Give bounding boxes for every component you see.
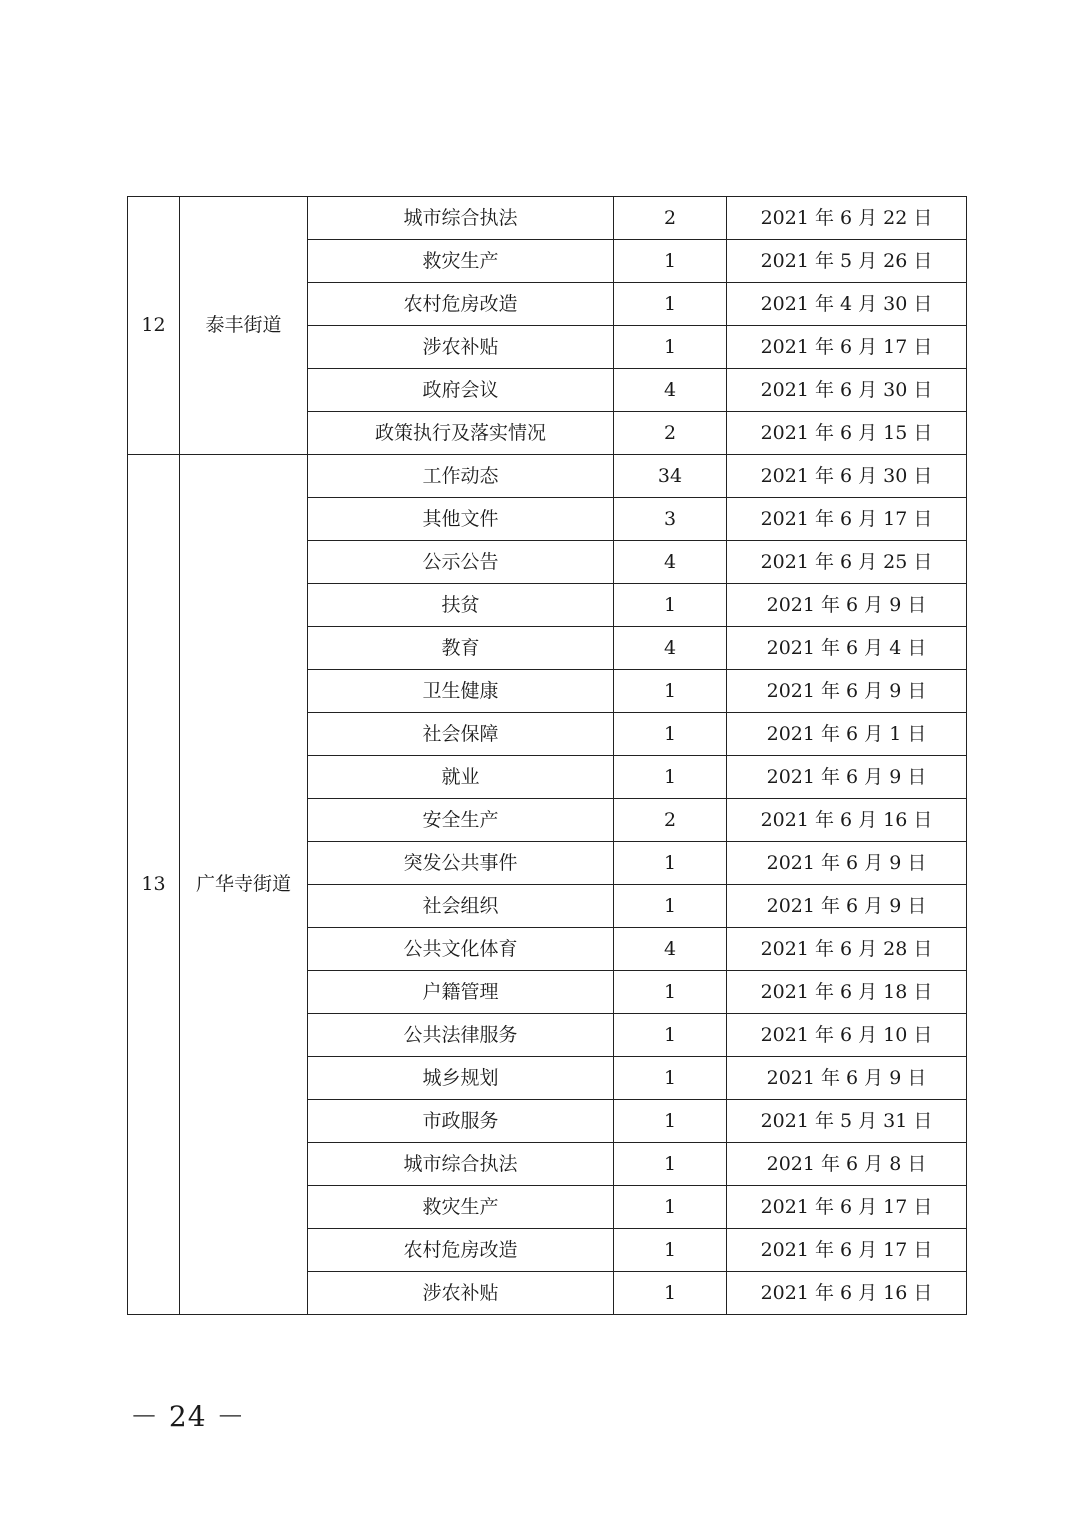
date-cell: 2021 年 6 月 9 日 xyxy=(727,885,967,928)
category-cell: 农村危房改造 xyxy=(308,283,614,326)
count-cell: 1 xyxy=(614,1143,727,1186)
date-cell: 2021 年 6 月 9 日 xyxy=(727,842,967,885)
date-cell: 2021 年 6 月 17 日 xyxy=(727,1229,967,1272)
date-cell: 2021 年 6 月 1 日 xyxy=(727,713,967,756)
date-cell: 2021 年 6 月 30 日 xyxy=(727,369,967,412)
count-cell: 4 xyxy=(614,369,727,412)
count-cell: 1 xyxy=(614,713,727,756)
street-name-cell: 广华寺街道 xyxy=(180,455,308,1315)
date-cell: 2021 年 6 月 9 日 xyxy=(727,756,967,799)
table-row xyxy=(128,197,967,240)
category-cell: 涉农补贴 xyxy=(308,326,614,369)
count-cell: 1 xyxy=(614,1057,727,1100)
disclosure-table xyxy=(127,196,967,1315)
table-row xyxy=(128,455,967,498)
count-cell: 4 xyxy=(614,928,727,971)
category-cell: 卫生健康 xyxy=(308,670,614,713)
count-cell: 1 xyxy=(614,670,727,713)
date-cell: 2021 年 6 月 17 日 xyxy=(727,1186,967,1229)
count-cell: 3 xyxy=(614,498,727,541)
category-cell: 社会组织 xyxy=(308,885,614,928)
date-cell: 2021 年 6 月 16 日 xyxy=(727,1272,967,1315)
count-cell: 1 xyxy=(614,326,727,369)
category-cell: 社会保障 xyxy=(308,713,614,756)
count-cell: 34 xyxy=(614,455,727,498)
count-cell: 1 xyxy=(614,971,727,1014)
category-cell: 突发公共事件 xyxy=(308,842,614,885)
category-cell: 城乡规划 xyxy=(308,1057,614,1100)
date-cell: 2021 年 6 月 9 日 xyxy=(727,1057,967,1100)
category-cell: 安全生产 xyxy=(308,799,614,842)
date-cell: 2021 年 6 月 9 日 xyxy=(727,584,967,627)
date-cell: 2021 年 4 月 30 日 xyxy=(727,283,967,326)
category-cell: 城市综合执法 xyxy=(308,197,614,240)
category-cell: 其他文件 xyxy=(308,498,614,541)
date-cell: 2021 年 6 月 25 日 xyxy=(727,541,967,584)
category-cell: 救灾生产 xyxy=(308,1186,614,1229)
count-cell: 1 xyxy=(614,1229,727,1272)
date-cell: 2021 年 5 月 26 日 xyxy=(727,240,967,283)
date-cell: 2021 年 6 月 22 日 xyxy=(727,197,967,240)
date-cell: 2021 年 6 月 28 日 xyxy=(727,928,967,971)
category-cell: 扶贫 xyxy=(308,584,614,627)
count-cell: 1 xyxy=(614,842,727,885)
count-cell: 1 xyxy=(614,584,727,627)
category-cell: 城市综合执法 xyxy=(308,1143,614,1186)
category-cell: 涉农补贴 xyxy=(308,1272,614,1315)
date-cell: 2021 年 6 月 17 日 xyxy=(727,326,967,369)
category-cell: 政府会议 xyxy=(308,369,614,412)
count-cell: 1 xyxy=(614,1100,727,1143)
date-cell: 2021 年 6 月 4 日 xyxy=(727,627,967,670)
date-cell: 2021 年 6 月 9 日 xyxy=(727,670,967,713)
category-cell: 政策执行及落实情况 xyxy=(308,412,614,455)
count-cell: 1 xyxy=(614,240,727,283)
page-number: － 24 － xyxy=(130,1400,246,1433)
date-cell: 2021 年 6 月 16 日 xyxy=(727,799,967,842)
date-cell: 2021 年 6 月 8 日 xyxy=(727,1143,967,1186)
category-cell: 农村危房改造 xyxy=(308,1229,614,1272)
count-cell: 4 xyxy=(614,627,727,670)
count-cell: 1 xyxy=(614,885,727,928)
date-cell: 2021 年 6 月 10 日 xyxy=(727,1014,967,1057)
category-cell: 公示公告 xyxy=(308,541,614,584)
category-cell: 公共法律服务 xyxy=(308,1014,614,1057)
date-cell: 2021 年 6 月 15 日 xyxy=(727,412,967,455)
date-cell: 2021 年 6 月 18 日 xyxy=(727,971,967,1014)
row-number-cell: 13 xyxy=(128,455,180,1315)
category-cell: 公共文化体育 xyxy=(308,928,614,971)
category-cell: 户籍管理 xyxy=(308,971,614,1014)
row-number-cell: 12 xyxy=(128,197,180,455)
count-cell: 2 xyxy=(614,412,727,455)
category-cell: 市政服务 xyxy=(308,1100,614,1143)
date-cell: 2021 年 6 月 17 日 xyxy=(727,498,967,541)
count-cell: 1 xyxy=(614,756,727,799)
category-cell: 工作动态 xyxy=(308,455,614,498)
count-cell: 1 xyxy=(614,1014,727,1057)
count-cell: 2 xyxy=(614,799,727,842)
date-cell: 2021 年 5 月 31 日 xyxy=(727,1100,967,1143)
category-cell: 就业 xyxy=(308,756,614,799)
count-cell: 1 xyxy=(614,1272,727,1315)
date-cell: 2021 年 6 月 30 日 xyxy=(727,455,967,498)
category-cell: 教育 xyxy=(308,627,614,670)
category-cell: 救灾生产 xyxy=(308,240,614,283)
count-cell: 1 xyxy=(614,283,727,326)
count-cell: 4 xyxy=(614,541,727,584)
count-cell: 2 xyxy=(614,197,727,240)
street-name-cell: 泰丰街道 xyxy=(180,197,308,455)
count-cell: 1 xyxy=(614,1186,727,1229)
table-body xyxy=(128,197,967,1315)
